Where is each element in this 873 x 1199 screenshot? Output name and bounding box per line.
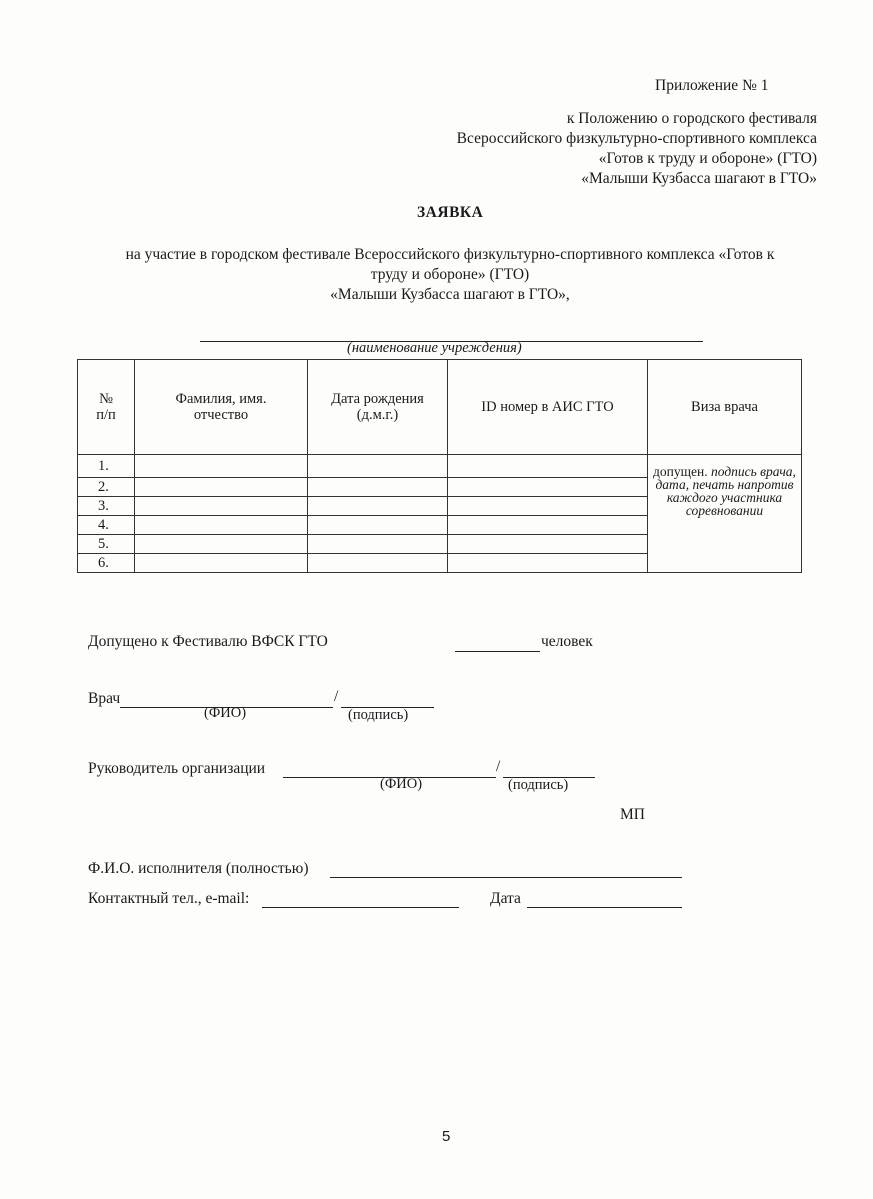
cell-dob[interactable] [308,497,448,516]
institution-caption: (наименование учреждения) [347,340,522,356]
admitted-label: Допущено к Фестивалю ВФСК ГТО [88,633,328,650]
row-number: 5. [78,535,135,554]
header-fio: Фамилия, имя. отчество [135,360,308,455]
cell-fio[interactable] [135,455,308,478]
header-line-4: «Малыши Кузбасса шагают в ГТО» [581,170,817,187]
header-visa: Виза врача [648,360,802,455]
doctor-signature-caption: (подпись) [348,707,409,723]
cell-dob[interactable] [308,478,448,497]
header-line-2: Всероссийского физкультурно-спортивного комплекса [456,130,817,147]
admitted-count-field[interactable] [455,651,540,652]
date-label: Дата [490,890,521,907]
cell-id[interactable] [448,535,648,554]
document-title: ЗАЯВКА [417,204,484,221]
executor-label: Ф.И.О. исполнителя (полностью) [88,860,309,877]
cell-dob[interactable] [308,535,448,554]
row-number: 4. [78,516,135,535]
cell-fio[interactable] [135,478,308,497]
date-field[interactable] [527,907,682,908]
visa-note-lead: допущен. [653,464,708,479]
header-line-1: к Положению о городского фестиваля [566,110,817,127]
contact-label: Контактный тел., e-mail: [88,890,250,907]
visa-note-text: подпись врача, дата, печать напротив каждого участника соревновании [655,464,796,518]
cell-fio[interactable] [135,554,308,573]
header-num: № п/п [78,360,135,455]
cell-fio[interactable] [135,535,308,554]
cell-dob[interactable] [308,554,448,573]
cell-id[interactable] [448,478,648,497]
header-id: ID номер в АИС ГТО [448,360,648,455]
contact-field[interactable] [262,907,459,908]
cell-id[interactable] [448,497,648,516]
head-label: Руководитель организации [88,760,266,777]
doctor-label: Врач [88,690,121,707]
cell-id[interactable] [448,516,648,535]
table-row [78,455,802,478]
executor-field[interactable] [330,877,682,878]
header-line-3: «Готов к труду и обороне» (ГТО) [598,150,817,167]
row-number: 2. [78,478,135,497]
stamp-label: МП [620,806,645,823]
head-slash: / [496,758,501,775]
page-number: 5 [442,1128,451,1145]
cell-fio[interactable] [135,497,308,516]
table-header-row [78,360,802,455]
cell-dob[interactable] [308,516,448,535]
cell-id[interactable] [448,554,648,573]
row-number: 3. [78,497,135,516]
subtitle-line-2: труду и обороне» (ГТО) [370,266,530,283]
header-dob: Дата рождения (д.м.г.) [308,360,448,455]
subtitle-line-1: на участие в городском фестивале Всероссийского физкультурно-спортивного комплекса «Готов к [125,246,775,263]
row-number: 1. [78,455,135,478]
row-number: 6. [78,554,135,573]
admitted-unit: человек [541,633,593,650]
head-fio-caption: (ФИО) [380,776,423,792]
head-signature-caption: (подпись) [508,777,569,793]
cell-id[interactable] [448,455,648,478]
visa-note-cell [648,455,802,573]
subtitle-line-3: «Малыши Кузбасса шагают в ГТО», [330,286,570,303]
participants-table [77,359,802,573]
doctor-fio-caption: (ФИО) [204,705,247,721]
cell-dob[interactable] [308,455,448,478]
appendix-number: Приложение № 1 [655,77,769,94]
doctor-slash: / [334,688,339,705]
cell-fio[interactable] [135,516,308,535]
